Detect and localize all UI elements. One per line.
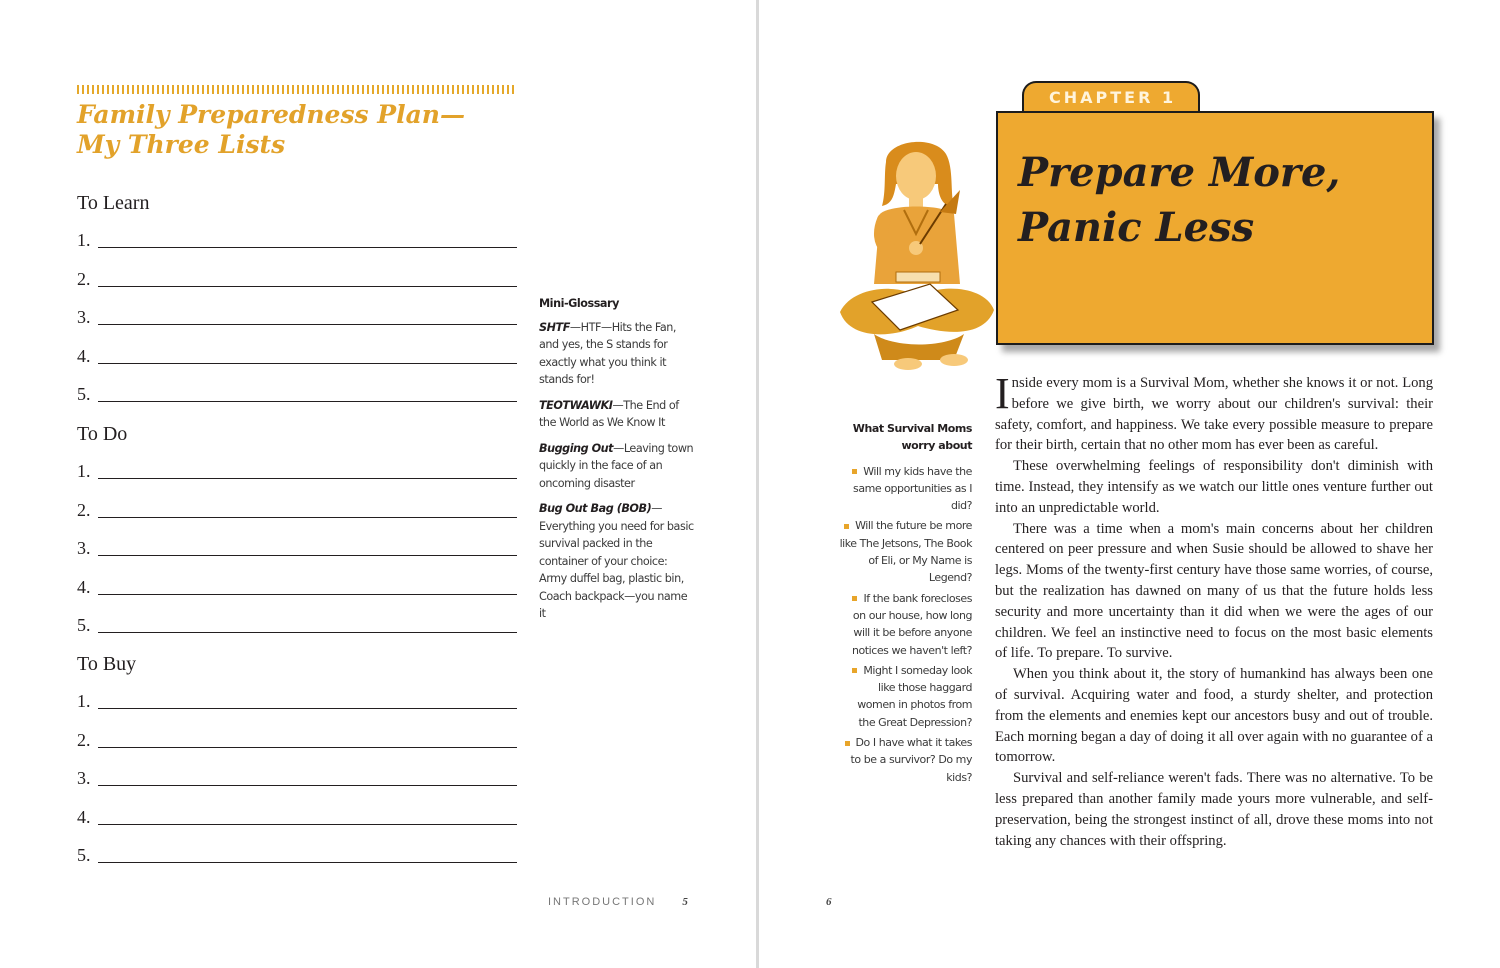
bullet-icon xyxy=(845,741,850,746)
list-heading: To Do xyxy=(77,423,128,445)
list-item[interactable]: 4. xyxy=(77,330,517,368)
sidebar-title: What Survival Moms worry about xyxy=(852,422,972,453)
list-heading: To Buy xyxy=(77,653,137,675)
list-to-buy xyxy=(77,652,517,868)
mini-glossary xyxy=(539,295,694,631)
glossary-title: Mini-Glossary xyxy=(539,297,619,310)
worries-sidebar xyxy=(838,420,972,789)
glossary-entry: TEOTWAWKI—The End of the World as We Know It xyxy=(539,398,679,429)
bullet-icon xyxy=(852,596,857,601)
body-paragraph: Survival and self-reliance weren't fads. There was no alternative. To be less prepared than another family made yours more vulnerable, and self-preservation, being the strongest instinct of all, drove these moms into not taking any chances with their offspring. xyxy=(995,770,1433,849)
bullet-icon xyxy=(852,469,857,474)
list-item[interactable]: 3. xyxy=(77,753,517,791)
plan-title xyxy=(77,100,517,160)
decorative-hatch-rule xyxy=(77,85,517,94)
list-item[interactable]: 3. xyxy=(77,523,517,561)
body-paragraph: Inside every mom is a Survival Mom, whether she knows it or not. Long before we give birth, we worry about our children's survival: their safety, comfort, and happiness. We take every possible measure to prepare for their birth, certain that no other mom has ever been as careful. xyxy=(995,369,1433,454)
glossary-entry: Bug Out Bag (BOB)—Everything you need for basic survival packed in the container of your choice: Army duffel bag, plastic bin, Coach backpack—you name it xyxy=(539,502,694,620)
sidebar-item: Will my kids have the same opportunities as I did? xyxy=(853,464,972,513)
page-number: 5 xyxy=(682,896,688,908)
plan-title-line-2: My Three Lists xyxy=(77,130,286,159)
list-to-do xyxy=(77,422,517,638)
drop-cap: I xyxy=(995,369,1010,418)
body-paragraph: There was a time when a mom's main concerns about her children centered on peer pressure and when Susie should be allowed to shave her legs. Moms of the twenty-first century have those same worries, of course, but the realization has dawned on many of us that the future holds less security and more uncertainty than it did when we were the ages of our children. We feel an instinctive need to focus on the most basic elements of life. To prepare. To survive. xyxy=(995,520,1433,662)
list-item[interactable]: 3. xyxy=(77,292,517,330)
sidebar-item: Do I have what it takes to be a survivor? Do my kids? xyxy=(838,734,972,786)
list-item[interactable]: 1. xyxy=(77,215,517,253)
bullet-icon xyxy=(844,524,849,529)
page-number: 6 xyxy=(826,896,832,908)
mom-illustration-icon xyxy=(834,134,999,374)
list-item[interactable]: 2. xyxy=(77,253,517,291)
sidebar-item: Will the future be more like The Jetsons, The Book of Eli, or My Name is Legend? xyxy=(839,519,972,585)
list-item[interactable]: 2. xyxy=(77,484,517,522)
glossary-entry: Bugging Out—Leaving town quickly in the face of an oncoming disaster xyxy=(539,441,694,490)
sidebar-item: If the bank forecloses on our house, how long will it be before anyone notices we haven't left? xyxy=(851,591,972,657)
sidebar-item: Might I someday look like those haggard women in photos from the Great Depression? xyxy=(838,662,972,731)
book-gutter xyxy=(756,0,759,968)
chapter-title-line-1: Prepare More, xyxy=(1018,149,1341,196)
list-item[interactable]: 4. xyxy=(77,561,517,599)
list-to-learn xyxy=(77,191,517,407)
list-item[interactable]: 5. xyxy=(77,830,517,868)
list-item[interactable]: 5. xyxy=(77,600,517,638)
list-item[interactable]: 5. xyxy=(77,369,517,407)
plan-title-line-1: Family Preparedness Plan— xyxy=(77,100,465,129)
chapter-title xyxy=(1018,145,1340,255)
list-item[interactable]: 4. xyxy=(77,791,517,829)
body-paragraph: When you think about it, the story of humankind has always been one of survival. Acquiring water and food, a sturdy shelter, and protection from the elements and enemies kept our ancestors busy and out of trouble. Each morning began a day of doing it all over again with no guarantee of a tomorrow. xyxy=(995,666,1433,766)
running-head: INTRODUCTION xyxy=(548,896,657,908)
list-item[interactable]: 1. xyxy=(77,676,517,714)
chapter-title-line-2: Panic Less xyxy=(1018,204,1255,251)
bullet-icon xyxy=(852,668,857,673)
list-heading: To Learn xyxy=(77,192,150,214)
chapter-body xyxy=(995,369,1433,851)
body-paragraph: These overwhelming feelings of responsibility don't diminish with time. Instead, they intensify as we watch our little ones venture further out into an unpredictable world. xyxy=(995,458,1433,516)
left-page-footer xyxy=(548,896,688,908)
glossary-entry: SHTF—HTF—Hits the Fan, and yes, the S stands for exactly what you think it stands for! xyxy=(539,320,676,386)
list-item[interactable]: 2. xyxy=(77,714,517,752)
list-item[interactable]: 1. xyxy=(77,446,517,484)
chapter-label: CHAPTER 1 xyxy=(1049,88,1177,107)
